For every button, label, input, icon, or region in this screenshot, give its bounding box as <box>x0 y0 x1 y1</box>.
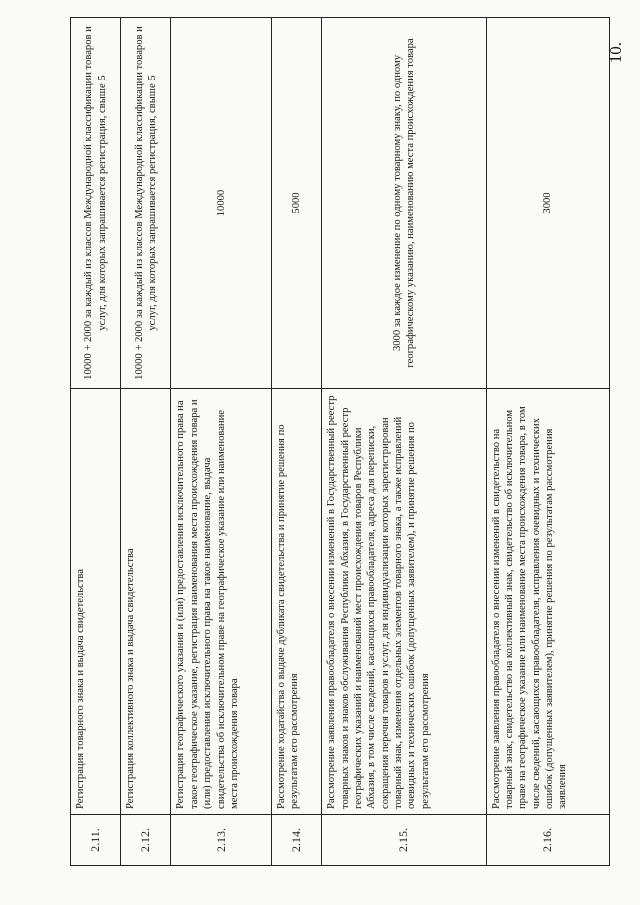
row-number: 2.16. <box>486 815 609 866</box>
page-number: 10. <box>606 42 625 64</box>
row-number: 2.12. <box>121 815 171 866</box>
fee-table <box>70 17 610 866</box>
fee-amount: 3000 за каждое изменение по одному товарному знаку, по одному географическому указанию, наименованию места происхождения товара <box>322 18 486 389</box>
table-row <box>271 18 321 866</box>
row-number: 2.13. <box>171 815 271 866</box>
row-number: 2.15. <box>322 815 486 866</box>
service-description: Регистрация товарного знака и выдача свидетельства <box>71 389 121 815</box>
fee-amount: 10000 + 2000 за каждый из классов Международной классификации товаров и услуг, для которых запрашивается регистрация, свыше 5 <box>71 18 121 389</box>
service-description: Рассмотрение заявления правообладателя о внесении изменений в свидетельство на товарный знак, свидетельство на коллективный знак, свидетельство об исключительном праве на географическое указание или наименование места происхождения товара, в том числе сведений, касающихся правообладателя, исправления очевидных и технических ошибок (допущенных заявителем), принятие решения по результатам рассмотрения заявления <box>486 389 609 815</box>
table-row <box>171 18 271 866</box>
fee-amount: 3000 <box>486 18 609 389</box>
service-description: Регистрация коллективного знака и выдача свидетельства <box>121 389 171 815</box>
service-description: Регистрация географического указания и (или) предоставления исключительного права на такое географическое указание, регистрация наименования места происхождения товара и (или) предоставления исключительного права на такое наименование, выдача свидетельства об исключительном праве на географическое указание или наименование места происхождения товара <box>171 389 271 815</box>
fee-amount: 5000 <box>271 18 321 389</box>
row-number: 2.14. <box>271 815 321 866</box>
service-description: Рассмотрение ходатайства о выдаче дубликата свидетельства и принятие решения по результатам его рассмотрения <box>271 389 321 815</box>
fee-amount: 10000 + 2000 за каждый из классов Международной классификации товаров и услуг, для которых запрашивается регистрация, свыше 5 <box>121 18 171 389</box>
service-description: Рассмотрение заявления правообладателя о внесении изменений в Государственный реестр товарных знаков и знаков обслуживания Республики Абхазия, в Государственный реестр географических указаний и наименований мест происхождения товаров Республики Абхазия, в том числе сведений, касающихся правообладателя, адреса для переписки, сокращения перечня товаров и услуг, для индивидуализации которых зарегистрирован товарный знак, изменения отдельных элементов товарного знака, а также исправлений очевидных и технических ошибок (допущенных заявителем), и принятие решения по результатам его рассмотрения <box>322 389 486 815</box>
row-number: 2.11. <box>71 815 121 866</box>
table-row <box>121 18 171 866</box>
rotated-table-container <box>70 26 610 866</box>
table-row <box>71 18 121 866</box>
table-row <box>322 18 486 866</box>
table-row <box>486 18 609 866</box>
fee-amount: 10000 <box>171 18 271 389</box>
